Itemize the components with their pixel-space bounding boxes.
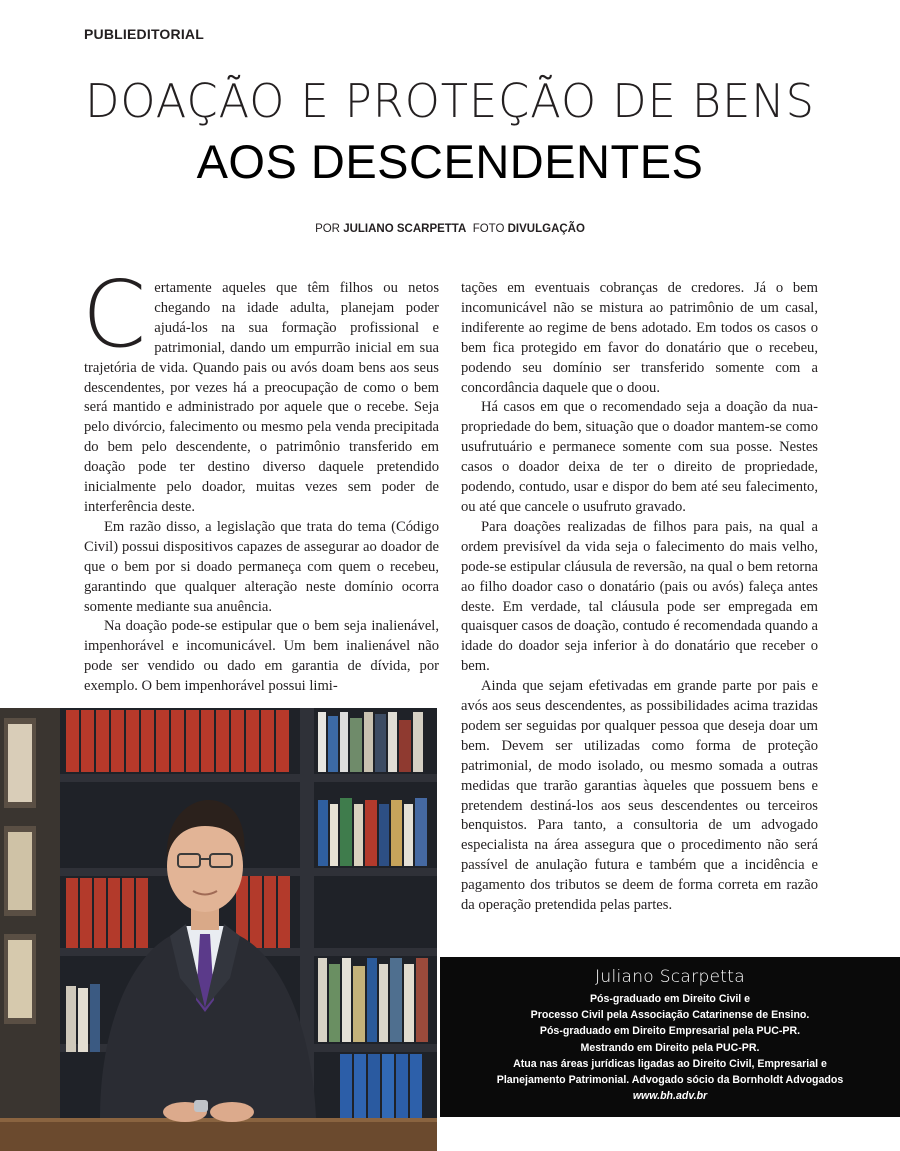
byline-por-label: POR <box>315 223 340 235</box>
section-tag: PUBLIEDITORIAL <box>84 26 204 42</box>
article-paragraph: tações em eventuais cobranças de credores. Já o bem incomunicável não se mistura ao patrimônio de um casal, indiferente ao regime de bens adotado. Em todos os casos o bem fica protegido em favor do donatário que o recebeu, podendo seu domínio ser transferido somente com a concordância daquele que o doou. <box>461 280 818 396</box>
headline-line-2: AOS DESCENDENTES <box>196 135 704 188</box>
bio-line: Planejamento Patrimonial. Advogado sócio da Bornholdt Advogados <box>496 1074 844 1087</box>
article-paragraph: Para doações realizadas de filhos para pais, na qual a ordem previsível da vida seja o falecimento do mais velho, pode-se estipular cláusula de reversão, na qual o bem retorna ao filho doador caso o donatário (pais ou avós) faleça antes deste. Em verdade, tal cláusula pode ser empregada em quaisquer casos de doação, contudo é recomendada quando a idade do doador seja inferior à do donatário que receber o bem. <box>461 518 818 675</box>
article-paragraph: Ainda que sejam efetivadas em grande parte por pais e avós aos seus descendentes, as possibilidades acima trazidas podem ser seguidas por qualquer pessoa que deseja doar um bem. Devem ser utilizadas como forma de proteção patrimonial, de modo isolado, ou mesmo somada a outras medidas que trarão garantias àqueles que possuem bens e pretendem destiná-los aos seus descendentes ou terceiros benquistos. Para tanto, a consultoria de um advogado especialista na área assegura que o procedimento não será passível de anulação futura e também que a incidência e pagamento dos tributos se deem de forma correta em razão da operação pretendida pelas partes. <box>461 678 818 914</box>
article-paragraph: Há casos em que o recomendado seja a doação da nua-propriedade do bem, situação que o doador mantem-se como usufrutuário e permanece somente com sua posse. Nestes casos o doador deixa de ter o direito de propriedade, podendo, contudo, usar e dispor do bem até seu falecimento, ou até que cancele o usufruto gravado. <box>461 399 818 515</box>
byline-photo-credit: DIVULGAÇÃO <box>507 223 585 235</box>
byline <box>0 223 900 235</box>
bio-line: Mestrando em Direito pela PUC-PR. <box>580 1041 760 1054</box>
byline-foto-label: FOTO <box>472 223 505 235</box>
article-paragraph: Na doação pode-se estipular que o bem seja inalienável, impenhorável e incomunicável. Um bem inalienável não pode ser vendido ou dado em garantia de dívida, por exemplo. O bem impenhorável possui limi- <box>84 618 439 695</box>
bio-line: Processo Civil pela Associação Catarinense de Ensino. <box>530 1009 810 1022</box>
bio-website-link[interactable]: www.bh.adv.br <box>632 1090 708 1103</box>
bio-line: Pós-graduado em Direito Civil e <box>589 993 751 1005</box>
author-photo <box>0 708 437 1151</box>
author-bio-box <box>440 957 900 1117</box>
bio-name: Juliano Scarpetta <box>595 967 745 987</box>
article-column-left <box>82 261 439 697</box>
bio-details <box>440 991 900 1104</box>
byline-author: JULIANO SCARPETTA <box>343 223 467 235</box>
article-column-right <box>461 279 818 916</box>
article-paragraph: Certamente aqueles que têm filhos ou netos chegando na idade adulta, planejam poder ajudá-los na sua formação profissional e patrimonial, dando um empurrão inicial em sua trajetória de vida. Quando pais ou avós doam bens aos seus descendentes, por vezes há a preocupação de como o bem será mantido e administrado por aquele que o recebe. Seja pelo divórcio, falecimento ou mesmo pela venda precipitada do bem pelo descendente, o patrimônio transferido em doação pode ter destino diverso daquele pretendido inicialmente pelo doador, muitas vezes sem poder de interferência deste. <box>82 261 439 515</box>
bio-line: Pós-graduado em Direito Empresarial pela PUC-PR. <box>539 1025 801 1038</box>
author-photo-illustration <box>0 708 437 1151</box>
headline-line-1: DOAÇÃO E PROTEÇÃO DE BENS <box>85 74 815 128</box>
drop-cap: C <box>82 261 147 368</box>
bio-line: Atua nas áreas jurídicas ligadas ao Direito Civil, Empresarial e <box>513 1057 827 1070</box>
article-paragraph: Em razão disso, a legislação que trata do tema (Código Civil) possui dispositivos capazes de assegurar ao doador de que o bem por si doado permaneça com quem o recebeu, garantindo que qualquer alteração neste domínio ocorra somente mediante sua anuência. <box>84 518 439 615</box>
